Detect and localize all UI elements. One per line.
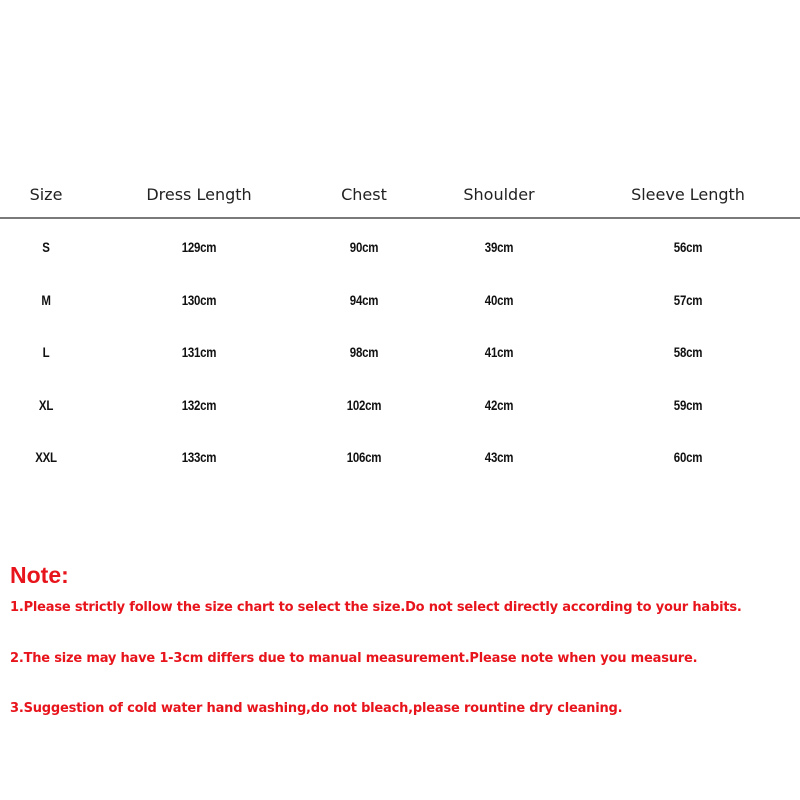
cell-size: XL <box>38 396 54 413</box>
cell-sleeve-length: 60cm <box>673 449 703 465</box>
size-chart-table <box>0 172 800 465</box>
note-title: Note: <box>10 562 69 588</box>
cell-shoulder: 41cm <box>484 344 514 360</box>
note-item: 3.Suggestion of cold water hand washing,do not bleach,please rountine dry cleaning. <box>10 701 623 716</box>
header-sleeve-length: Sleeve Length <box>631 185 745 204</box>
cell-dress-length: 129cm <box>181 239 217 255</box>
cell-size: L <box>42 344 50 360</box>
header-shoulder: Shoulder <box>463 185 535 204</box>
cell-chest: 106cm <box>346 449 382 465</box>
header-dress-length: Dress Length <box>146 185 252 204</box>
cell-dress-length: 132cm <box>181 396 217 413</box>
cell-shoulder: 43cm <box>484 449 514 465</box>
cell-dress-length: 130cm <box>181 291 217 308</box>
table-row <box>0 272 800 325</box>
cell-shoulder: 40cm <box>484 291 514 308</box>
cell-dress-length: 131cm <box>181 344 217 360</box>
table-body <box>0 219 800 482</box>
notes-section <box>10 560 795 716</box>
cell-size: M <box>41 291 51 308</box>
cell-shoulder: 39cm <box>484 239 514 255</box>
note-item: 2.The size may have 1-3cm differs due to manual measurement.Please note when you measure. <box>10 651 698 666</box>
cell-chest: 102cm <box>346 396 382 413</box>
cell-sleeve-length: 56cm <box>673 239 703 255</box>
cell-sleeve-length: 58cm <box>673 344 703 360</box>
table-row <box>0 324 800 377</box>
table-row <box>0 377 800 430</box>
cell-shoulder: 42cm <box>484 396 514 413</box>
cell-chest: 98cm <box>349 344 379 360</box>
cell-chest: 94cm <box>349 291 379 308</box>
table-row <box>0 219 800 272</box>
cell-size: S <box>42 239 50 255</box>
cell-dress-length: 133cm <box>181 449 217 465</box>
cell-sleeve-length: 57cm <box>673 291 703 308</box>
cell-sleeve-length: 59cm <box>673 396 703 413</box>
note-item: 1.Please strictly follow the size chart to select the size.Do not select directly according to your habits. <box>10 600 742 615</box>
header-chest: Chest <box>341 185 387 204</box>
cell-size: XXL <box>35 449 57 465</box>
table-header-row <box>0 172 800 217</box>
table-row <box>0 429 800 482</box>
header-size: Size <box>29 185 63 204</box>
cell-chest: 90cm <box>349 239 379 255</box>
